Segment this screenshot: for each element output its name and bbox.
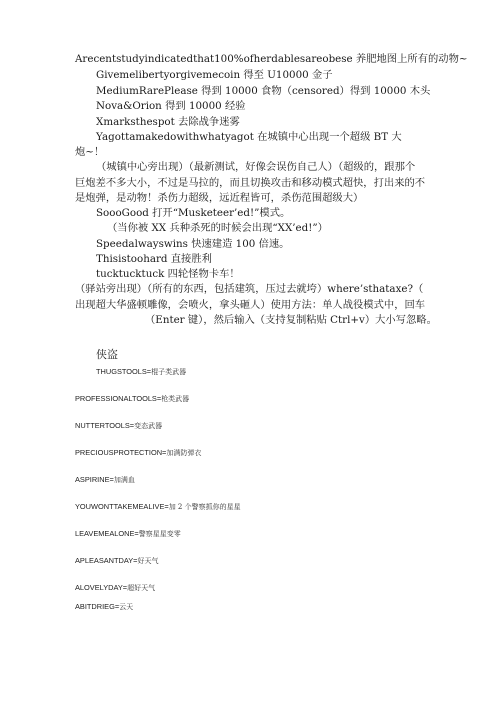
code-line (75, 475, 135, 485)
code-name: ALOVELYDAY= (75, 583, 128, 592)
cheat-line-5: Xmarksthespot 去除战争迷雾 (96, 116, 240, 128)
cheat-line-13: Speedalwayswins 快速建造 100 倍速。 (96, 238, 290, 250)
code-desc: 加满防弹衣 (166, 449, 202, 457)
code-desc: 好天气 (137, 557, 159, 565)
cheat-line-8: （城镇中心旁出现）（最新测试，好像会误伤自己人）（超级的，跟那个 (96, 161, 416, 173)
cheat-line-14: Thisistoohard 直接胜利 (96, 253, 212, 265)
code-line (75, 421, 162, 431)
code-name: PRECIOUSPROTECTION= (75, 448, 167, 457)
code-line (75, 583, 155, 593)
code-name: NUTTERTOOLS= (75, 421, 135, 430)
code-name: PROFESSIONALTOOLS= (75, 394, 162, 403)
cheat-line-16: （驿站旁出现）（所有的东西，包括建筑，压过去就垮）where’sthataxe?（ (75, 283, 424, 295)
cheat-line-1: Arecentstudyindicatedthat100%ofherdablesareobese 养肥地图上所有的动物~ (75, 53, 468, 65)
code-line (75, 448, 201, 458)
cheat-line-10: 是炮弹，是动物！杀伤力超级，远近程皆可，杀伤范围超级大） (75, 192, 364, 204)
code-line (75, 529, 181, 539)
code-desc: 变态武器 (134, 422, 163, 430)
code-desc: 枪类武器 (161, 395, 190, 403)
code-name: ABITDRIEG= (75, 602, 120, 611)
code-name: ASPIRINE= (75, 475, 114, 484)
code-line (75, 602, 133, 612)
code-desc: 棍子类武器 (151, 368, 187, 376)
code-desc: 超好天气 (127, 584, 156, 592)
cheat-line-11: SoooGood 打开“Musketeer’ed!”模式。 (96, 207, 291, 219)
code-line (75, 556, 159, 566)
cheat-line-15: tucktucktuck 四轮怪物卡车！ (96, 268, 240, 280)
code-desc: 加满血 (113, 476, 135, 484)
code-name: APLEASANTDAY= (75, 556, 138, 565)
cheat-line-2: Givemelibertyorgivemecoin 得至 U10000 金子 (96, 69, 333, 81)
code-name: THUGSTOOLS= (96, 367, 152, 376)
code-desc: 云天 (119, 603, 134, 611)
code-name: LEAVEMEALONE= (75, 529, 139, 538)
section-title: 侠盗 (96, 348, 118, 361)
cheat-line-6: Yagottamakedowithwhatyagot 在城镇中心出现一个超级 BT 大 (96, 131, 402, 143)
code-desc: 加 2 个警察抓你的星星 (168, 503, 241, 511)
code-line (96, 367, 186, 377)
cheat-line-17: 出现超大华盛顿雕像，会喷火，拿头砸人）使用方法：单人战役模式中，回车 (75, 299, 426, 311)
code-desc: 警察星星变零 (138, 530, 181, 538)
cheat-line-12: （当你被 XX 兵种杀死的时候会出现“XX’ed!”） (107, 222, 328, 234)
cheat-line-7: 炮~！ (75, 146, 105, 158)
cheat-line-3: MediumRarePlease 得到 10000 食物（censored）得到 10000 木头 (96, 85, 431, 97)
cheat-line-18: （Enter 键），然后输入（支持复制粘贴 Ctrl+v）大小写忽略。 (145, 314, 437, 326)
code-line (75, 502, 241, 512)
cheat-line-9: 巨炮差不多大小，不过是马拉的，而且切换攻击和移动模式超快，打出来的不 (75, 177, 426, 189)
code-name: YOUWONTTAKEMEALIVE= (75, 502, 169, 511)
cheat-line-4: Nova&Orion 得到 10000 经验 (96, 100, 246, 112)
code-line (75, 394, 189, 404)
